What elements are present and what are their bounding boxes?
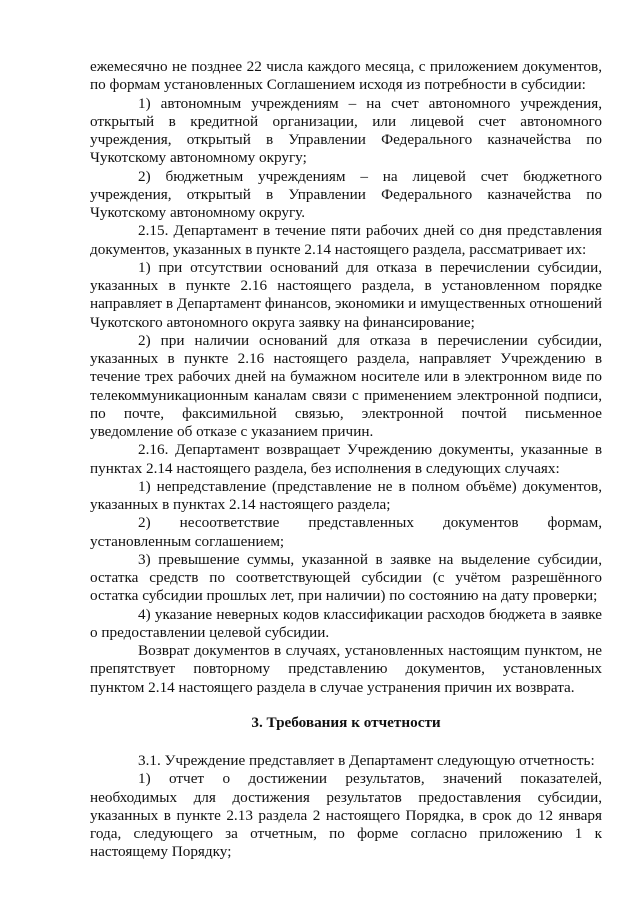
section-title: 3. Требования к отчетности	[251, 713, 441, 731]
paragraph-2-15-item-1: 1) при отсутствии оснований для отказа в перечислении субсидии, указанных в пункте 2.16 настоящего раздела, в установленном порядке направляет в Департамент финансов, экономики и имущественных отношений Чукотского автономного округа заявку на финансирование;	[90, 258, 602, 331]
paragraph-subsidy-intro: ежемесячно не позднее 22 числа каждого месяца, с приложением документов, по формам установленных Соглашением исходя из потребности в субсидии:	[90, 58, 602, 94]
paragraph-2-16-item-4: 4) указание неверных кодов классификации расходов бюджета в заявке о предоставлении целевой субсидии.	[90, 605, 602, 641]
paragraph-2-15-item-2: 2) при наличии оснований для отказа в перечислении субсидии, указанных в пункте 2.16 настоящего раздела, направляет Учреждению в течение трех рабочих дней на бумажном носителе или в электронном виде по телекоммуникационным каналам связи с применением электронной подписи, по почте, факсимильной связью, электронной почтой письменное уведомление об отказе с указанием причин.	[90, 331, 602, 440]
paragraph-autonomous-institutions: 1) автономным учреждениям – на счет автономного учреждения, открытый в кредитной организации, или лицевой счет автономного учреждения, открытый в Управлении Федерального казначейства по Чукотскому автономному округу;	[90, 94, 602, 167]
paragraph-2-16-item-1: 1) непредставление (представление не в полном объёме) документов, указанных в пунктах 2.14 настоящего раздела;	[90, 477, 602, 513]
paragraph-2-15: 2.15. Департамент в течение пяти рабочих дней со дня представления документов, указанных в пункте 2.14 настоящего раздела, рассматривает их:	[90, 222, 602, 258]
spacer	[90, 697, 602, 714]
paragraph-2-16: 2.16. Департамент возвращает Учреждению документы, указанные в пунктах 2.14 настоящего раздела, без исполнения в следующих случаях:	[90, 441, 602, 477]
document-page	[90, 58, 602, 862]
paragraph-document-return: Возврат документов в случаях, установленных настоящим пунктом, не препятствует повторному представлению документов, установленных пунктом 2.14 настоящего раздела в случае устранения причин их возврата.	[90, 642, 602, 696]
paragraph-2-16-item-2: 2) несоответствие представленных документов формам, установленным соглашением;	[90, 514, 602, 550]
spacer	[90, 732, 602, 752]
paragraph-budget-institutions: 2) бюджетным учреждениям – на лицевой счет бюджетного учреждения, открытый в Управлении Федерального казначейства по Чукотскому автономному округу.	[90, 167, 602, 221]
paragraph-2-16-item-3: 3) превышение суммы, указанной в заявке на выделение субсидии, остатка средств по соответствующей субсидии (с учётом разрешённого остатка субсидии прошлых лет, при наличии) по состоянию на дату проверки;	[90, 550, 602, 605]
paragraph-3-1-item-1: 1) отчет о достижении результатов, значений показателей, необходимых для достижения результатов предоставления субсидии, указанных в пункте 2.13 раздела 2 настоящего Порядка, в срок до 12 января года, следующего за отчетным, по форме согласно приложению 1 к настоящему Порядку;	[90, 770, 602, 861]
paragraph-3-1: 3.1. Учреждение представляет в Департамент следующую отчетность:	[138, 752, 595, 769]
